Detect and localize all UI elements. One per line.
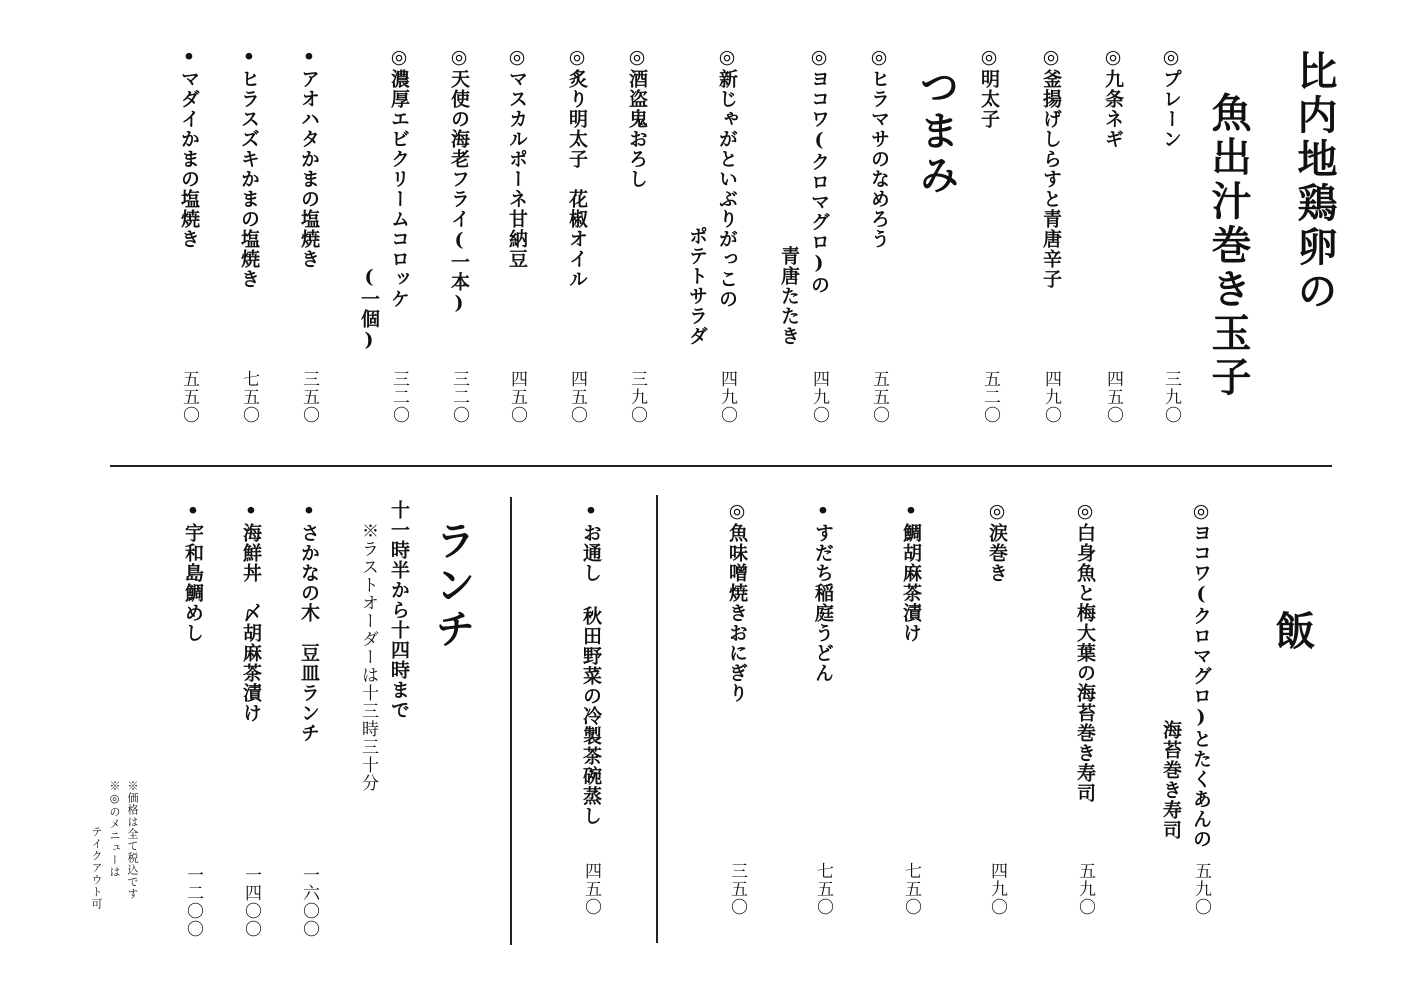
menu-item-inaniwa-udon: •すだち稲庭うどん [812,500,834,683]
menu-item-mascarpone: ◎マスカルポーネ甘納豆 [506,46,528,269]
menu-item-tai-chazuke: •鯛胡麻茶漬け [900,500,922,643]
price-aburi-mentaiko: 四五〇 [567,370,587,424]
lunch-title: ランチ [429,520,476,652]
price-mamezara-lunch: 一六〇〇 [299,866,319,938]
menu-item-croquette-line2: (一個) [358,266,380,352]
column-divider-right [656,495,658,943]
lunch-hours: 十一時半から十四時まで [388,500,410,720]
note-takeout-line2: テイクアウト可 [90,826,103,910]
price-taimeshi: 一二〇〇 [183,866,203,938]
price-inaniwa-udon: 七五〇 [813,862,833,916]
tsumami-title: つまみ [913,66,960,198]
price-madai: 五五〇 [179,370,199,424]
meshi-title: 飯 [1269,610,1316,654]
price-croquette: 三二〇 [389,370,409,424]
menu-item-kaisendon: •海鮮丼 〆胡麻茶漬け [240,500,262,723]
menu-item-mentaiko: ◎明太子 [978,46,1000,129]
menu-item-namidamaki: ◎涙巻き [986,500,1008,583]
price-kujo-negi: 四五〇 [1103,370,1123,424]
menu-item-onigiri: ◎魚味噌焼きおにぎり [726,500,748,703]
menu-item-hirasuzuki: •ヒラスズキかまの塩焼き [238,46,260,289]
menu-item-plain: ◎プレーン [1160,46,1182,149]
menu-item-yokowa-sushi: ◎ヨコワ(クロマグロ)とたくあんの [1190,500,1212,849]
price-kaisendon: 一四〇〇 [241,866,261,938]
menu-item-croquette: ◎濃厚エビクリームコロッケ [388,46,410,309]
price-yokowa-sushi: 五九〇 [1191,862,1211,916]
price-aohata: 三五〇 [299,370,319,424]
tamago-title-line1: 比内地鶏卵の [1291,50,1338,314]
menu-item-yokowa-sushi-line2: 海苔巻き寿司 [1160,720,1182,840]
note-takeout: ※◎のメニューは [108,780,121,878]
menu-item-shiromi-sushi: ◎白身魚と梅大葉の海苔巻き寿司 [1074,500,1096,803]
price-otoshi: 四五〇 [581,862,601,916]
menu-item-hiramasa: ◎ヒラマサのなめろう [868,46,890,249]
price-hirasuzuki: 七五〇 [239,370,259,424]
menu-item-yokowa-tataki: ◎ヨコワ(クロマグロ)の [808,46,830,295]
menu-item-potato-salad-line2: ポテトサラダ [686,226,708,346]
price-onigiri: 三五〇 [727,862,747,916]
menu-item-taimeshi: •宇和島鯛めし [182,500,204,643]
price-yokowa-tataki: 四九〇 [809,370,829,424]
price-potato-salad: 四九〇 [717,370,737,424]
menu-item-kujo-negi: ◎九条ネギ [1102,46,1124,149]
menu-item-aburi-mentaiko: ◎炙り明太子 花椒オイル [566,46,588,289]
price-plain: 三九〇 [1161,370,1181,424]
price-mascarpone: 四五〇 [507,370,527,424]
price-shiromi-sushi: 五九〇 [1075,862,1095,916]
price-hiramasa: 五五〇 [869,370,889,424]
menu-item-potato-salad: ◎新じゃがといぶりがっこの [716,46,738,309]
price-shirasu: 四九〇 [1041,370,1061,424]
section-divider [110,465,1332,467]
price-mentaiko: 五二〇 [980,370,1000,424]
note-tax: ※価格は全て税込です [126,780,139,900]
menu-item-ebi-fry: ◎天使の海老フライ(一本) [448,46,470,315]
column-divider-left [510,497,512,945]
price-tai-chazuke: 七五〇 [901,862,921,916]
menu-item-aohata: •アオハタかまの塩焼き [298,46,320,269]
menu-item-yokowa-tataki-line2: 青唐たたき [778,246,800,346]
menu-item-madai: •マダイかまの塩焼き [178,46,200,249]
menu-item-shirasu: ◎釜揚げしらすと青唐辛子 [1040,46,1062,289]
tamago-title-line2: 魚出汁巻き玉子 [1205,92,1252,400]
price-ebi-fry: 三二〇 [449,370,469,424]
menu-item-otoshi: •お通し 秋田野菜の冷製茶碗蒸し [580,500,602,826]
price-namidamaki: 四九〇 [987,862,1007,916]
lunch-last-order: ※ラストオーダーは十三時三十分 [358,522,378,792]
menu-item-shuto: ◎酒盗鬼おろし [626,46,648,189]
menu-item-mamezara-lunch: •さかなの木 豆皿ランチ [298,500,320,743]
price-shuto: 三九〇 [627,370,647,424]
